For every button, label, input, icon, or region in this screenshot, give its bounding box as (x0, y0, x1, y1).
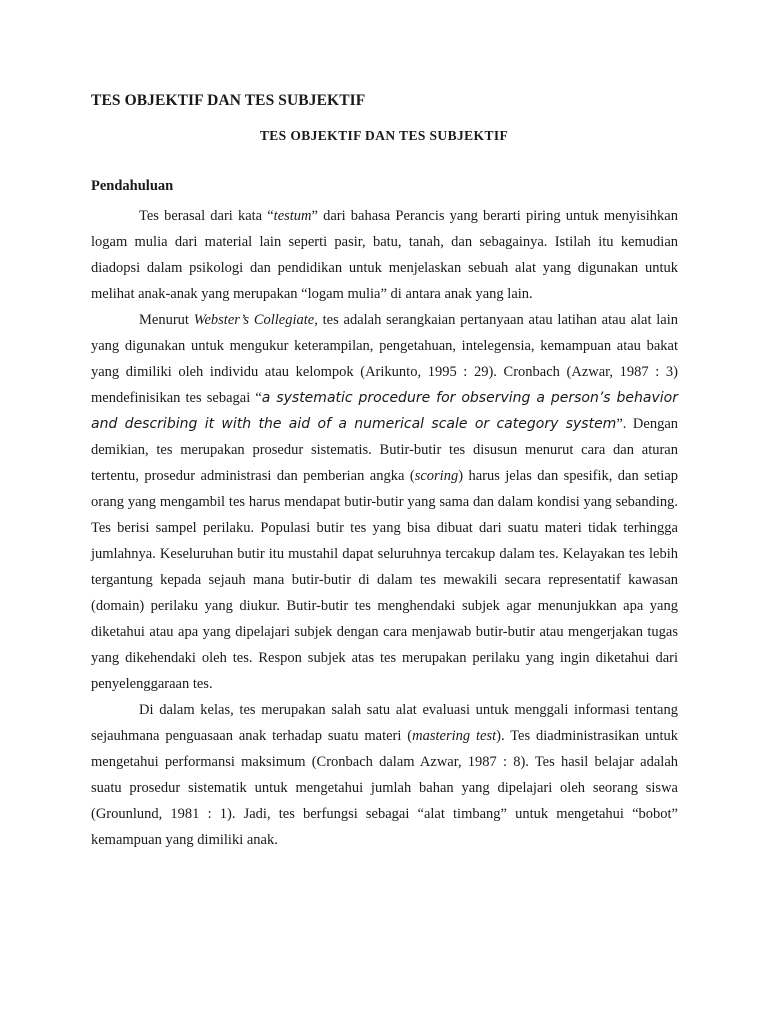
centered-title: TES OBJEKTIF DAN TES SUBJEKTIF (259, 128, 509, 143)
paragraph-text: ) harus jelas dan spesifik, dan setiap orang yang mengambil tes harus mendapat butir-butir yang sama dan dalam kondisi yang sebanding. Tes berisi sampel perilaku. Populasi butir tes yang bisa dibuat dari suatu materi tidak terhingga jumlahnya. Keseluruhan butir itu mustahil dapat seluruhnya tercakup dalam tes. Kelayakan tes lebih tergantung kepada sejauh mana butir-butir di dalam tes mewakili secara representatif kawasan (domain) perilaku yang diukur. Butir-butir tes menghendaki subjek agar menunjukkan apa yang diketahui atau apa yang dipelajari subjek dengan cara menjawab butir-butir atau mengerjakan tugas yang dikehendaki oleh tes. Respon subjek atas tes merupakan perilaku yang ingin diketahui dari penyelenggaraan tes. (91, 468, 678, 692)
paragraph-text: , tes adalah serangkaian pertanyaan atau latihan atau alat lain yang digunakan untuk mengukur keterampilan, pengetahuan, intelegensia, kemampuan atau bakat yang dimiliki oleh individu atau kelompok (Arikunto, 1995 : 29). Cronbach (Azwar, 1987 : 3) mendefinisikan tes sebagai “ (91, 312, 679, 406)
paragraph-text: ). Tes diadministrasikan untuk mengetahui performansi maksimum (Cronbach dalam Azwar, 1987 : 8). Tes hasil belajar adalah suatu prosedur sistematik untuk mengetahui jumlah bahan yang dipelajari oleh seorang siswa (Grounlund, 1981 : 1). Jadi, tes berfungsi sebagai “alat timbang” untuk mengetahui “bobot” kemampuan yang dimiliki anak. (91, 728, 678, 848)
italic-quote: a systematic procedure for observing a person’s behavior and describing it with the aid of a numerical scale or category system (91, 390, 678, 432)
italic-term: Webster’s Collegiate (193, 312, 315, 328)
paragraph-text: Menurut (139, 312, 194, 328)
paragraph-text: ” dari bahasa Perancis yang berarti piring untuk menyisihkan logam mulia dari material lain seperti pasir, batu, tanah, dan sebagainya. Istilah itu kemudian diadopsi dalam psikologi dan pendidikan untuk menjelaskan sebuah alat yang digunakan untuk melihat anak-anak yang merupakan “logam mulia” di antara anak yang lain. (91, 208, 678, 302)
paragraph-text: ”. Dengan demikian, tes merupakan prosedur sistematis. Butir-butir tes disusun menurut cara dan aturan tertentu, prosedur administrasi dan pemberian angka ( (91, 416, 679, 484)
italic-term: mastering test (412, 728, 497, 744)
section-heading: Pendahuluan (91, 178, 174, 194)
paragraph-text: Tes berasal dari kata “ (139, 208, 274, 224)
document-body (91, 203, 678, 853)
paragraph-text: Di dalam kelas, tes merupakan salah satu alat evaluasi untuk menggali informasi tentang sejauhmana penguasaan anak terhadap suatu materi ( (91, 702, 678, 744)
paragraph-3 (91, 697, 678, 853)
paragraph-1 (91, 203, 678, 307)
italic-term: testum (273, 208, 312, 224)
document-title: TES OBJEKTIF DAN TES SUBJEKTIF (91, 92, 366, 109)
italic-term: scoring (414, 468, 459, 484)
paragraph-2 (91, 307, 678, 697)
